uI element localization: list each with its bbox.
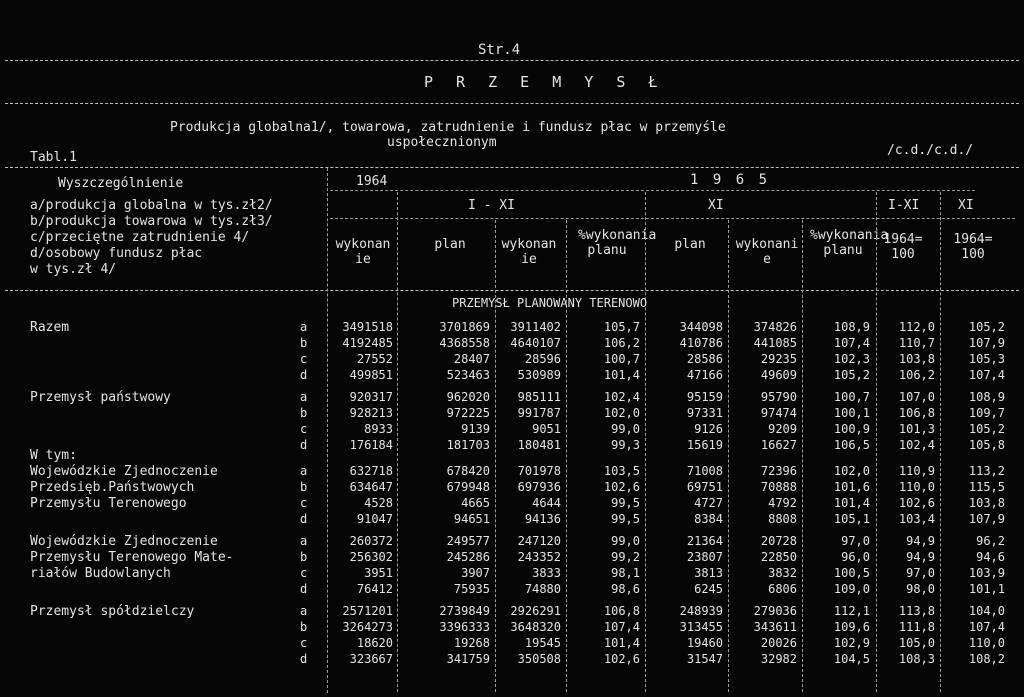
table-cell: 260372 xyxy=(349,534,393,548)
table-cell: 96,2 xyxy=(976,534,1005,548)
table-cell: 530989 xyxy=(517,368,561,382)
table-cell: 105,2 xyxy=(833,368,870,382)
table-cell: 110,9 xyxy=(898,464,935,478)
table-unit-note: /c.d./c.d./ xyxy=(887,143,974,158)
table-cell: 176184 xyxy=(349,438,393,452)
table-cell: 101,4 xyxy=(603,368,640,382)
table-cell: 3264273 xyxy=(342,620,393,634)
row-letter: c xyxy=(300,566,308,580)
table-cell: 991787 xyxy=(517,406,561,420)
col-pct-plan-xi: %wykonania planu xyxy=(810,228,889,258)
table-cell: 104,5 xyxy=(833,652,870,666)
row-letter: a xyxy=(300,534,308,548)
table-cell: 16627 xyxy=(760,438,797,452)
table-cell: 105,1 xyxy=(833,512,870,526)
header-rule xyxy=(5,60,1019,61)
legend-b: b/produkcja towarowa w tys.zł3/ xyxy=(30,214,273,229)
section-heading: PRZEMYSŁ PLANOWANY TERENOWO xyxy=(452,296,648,310)
table-cell: 3396333 xyxy=(439,620,490,634)
table-cell: 97331 xyxy=(686,406,723,420)
table-cell: 962020 xyxy=(446,390,490,404)
table-cell: 22850 xyxy=(760,550,797,564)
table-cell: 99,0 xyxy=(611,422,640,436)
table-top-rule xyxy=(5,167,1019,168)
table-cell: 99,5 xyxy=(611,512,640,526)
table-cell: 47166 xyxy=(686,368,723,382)
table-cell: 101,4 xyxy=(833,496,870,510)
table-cell: 107,9 xyxy=(968,336,1005,350)
table-cell: 96,0 xyxy=(841,550,870,564)
table-cell: 6245 xyxy=(694,582,723,596)
table-cell: 103,8 xyxy=(898,352,935,366)
table-cell: 27552 xyxy=(356,352,393,366)
table-cell: 4192485 xyxy=(342,336,393,350)
table-cell: 91047 xyxy=(356,512,393,526)
table-cell: 103,5 xyxy=(603,464,640,478)
row-group-label: Przemysł państwowy xyxy=(30,390,171,405)
table-cell: 4640107 xyxy=(510,336,561,350)
table-cell: 113,8 xyxy=(898,604,935,618)
table-cell: 108,2 xyxy=(968,652,1005,666)
table-cell: 70888 xyxy=(760,480,797,494)
table-cell: 103,8 xyxy=(968,496,1005,510)
row-group-label: riałów Budowlanych xyxy=(30,566,171,581)
table-cell: 102,6 xyxy=(603,652,640,666)
table-cell: 15619 xyxy=(686,438,723,452)
table-cell: 94,9 xyxy=(906,534,935,548)
table-cell: 98,6 xyxy=(611,582,640,596)
table-cell: 111,8 xyxy=(898,620,935,634)
table-cell: 100,1 xyxy=(833,406,870,420)
row-group-label: Przedsięb.Państwowych xyxy=(30,480,195,495)
table-cell: 108,9 xyxy=(968,390,1005,404)
table-cell: 107,4 xyxy=(603,620,640,634)
table-cell: 106,2 xyxy=(898,368,935,382)
col-index-1: 1964= 100 xyxy=(883,232,923,262)
col-wykonanie-1964: wykonanie xyxy=(335,237,391,267)
table-cell: 678420 xyxy=(446,464,490,478)
table-cell: 8933 xyxy=(364,422,393,436)
table-cell: 76412 xyxy=(356,582,393,596)
legend-c: c/przeciętne zatrudnienie 4/ xyxy=(30,230,250,245)
period-xi: XI xyxy=(708,198,724,213)
table-cell: 3833 xyxy=(532,566,561,580)
row-letter: b xyxy=(300,406,308,420)
row-group-label: Przemysłu Terenowego xyxy=(30,496,187,511)
table-cell: 343611 xyxy=(753,620,797,634)
table-cell: 99,3 xyxy=(611,438,640,452)
table-cell: 8808 xyxy=(768,512,797,526)
table-cell: 20728 xyxy=(760,534,797,548)
table-title-line2: uspołecznionym xyxy=(387,135,497,150)
table-cell: 101,4 xyxy=(603,636,640,650)
description-col-header: Wyszczególnienie xyxy=(58,176,184,191)
table-cell: 105,2 xyxy=(968,320,1005,334)
table-cell: 98,0 xyxy=(906,582,935,596)
table-cell: 95159 xyxy=(686,390,723,404)
table-cell: 94651 xyxy=(453,512,490,526)
table-cell: 2926291 xyxy=(510,604,561,618)
table-cell: 323667 xyxy=(349,652,393,666)
table-cell: 374826 xyxy=(753,320,797,334)
table-cell: 106,8 xyxy=(898,406,935,420)
table-cell: 28407 xyxy=(453,352,490,366)
col-separator xyxy=(397,192,398,692)
table-cell: 4644 xyxy=(532,496,561,510)
table-cell: 4792 xyxy=(768,496,797,510)
row-letter: b xyxy=(300,550,308,564)
table-cell: 3832 xyxy=(768,566,797,580)
header-bottom-rule xyxy=(5,290,1019,291)
row-letter: b xyxy=(300,336,308,350)
table-cell: 9126 xyxy=(694,422,723,436)
table-cell: 49609 xyxy=(760,368,797,382)
table-cell: 8384 xyxy=(694,512,723,526)
period-rule xyxy=(330,218,1015,219)
col-plan: plan xyxy=(434,237,466,252)
table-cell: 100,7 xyxy=(833,390,870,404)
row-letter: a xyxy=(300,390,308,404)
row-letter: b xyxy=(300,480,308,494)
table-cell: 103,9 xyxy=(968,566,1005,580)
row-letter: a xyxy=(300,604,308,618)
row-letter: d xyxy=(300,438,308,452)
table-cell: 4368558 xyxy=(439,336,490,350)
table-cell: 98,1 xyxy=(611,566,640,580)
table-cell: 20026 xyxy=(760,636,797,650)
table-cell: 105,7 xyxy=(603,320,640,334)
table-cell: 109,7 xyxy=(968,406,1005,420)
table-cell: 113,2 xyxy=(968,464,1005,478)
table-cell: 181703 xyxy=(446,438,490,452)
col-wykonanie-xi: wykonanie xyxy=(735,237,799,267)
table-cell: 3648320 xyxy=(510,620,561,634)
table-cell: 928213 xyxy=(349,406,393,420)
table-cell: 100,7 xyxy=(603,352,640,366)
table-cell: 105,2 xyxy=(968,422,1005,436)
table-cell: 341759 xyxy=(446,652,490,666)
table-cell: 110,0 xyxy=(968,636,1005,650)
table-cell: 95790 xyxy=(760,390,797,404)
legend-a: a/produkcja globalna w tys.zł2/ xyxy=(30,198,273,213)
table-cell: 344098 xyxy=(679,320,723,334)
table-cell: 31547 xyxy=(686,652,723,666)
table-cell: 21364 xyxy=(686,534,723,548)
table-cell: 72396 xyxy=(760,464,797,478)
table-cell: 920317 xyxy=(349,390,393,404)
col-pct-plan: %wykonania planu xyxy=(578,228,657,258)
table-cell: 97,0 xyxy=(841,534,870,548)
table-cell: 101,3 xyxy=(898,422,935,436)
table-cell: 245286 xyxy=(446,550,490,564)
table-cell: 102,4 xyxy=(898,438,935,452)
row-letter: d xyxy=(300,582,308,596)
table-cell: 9209 xyxy=(768,422,797,436)
section-title: P R Z E M Y S Ł xyxy=(424,73,665,91)
table-cell: 3491518 xyxy=(342,320,393,334)
table-cell: 3907 xyxy=(461,566,490,580)
table-cell: 2739849 xyxy=(439,604,490,618)
table-cell: 115,5 xyxy=(968,480,1005,494)
row-group-label: Przemysłu Terenowego Mate- xyxy=(30,550,234,565)
table-cell: 105,0 xyxy=(898,636,935,650)
col-separator xyxy=(802,220,803,692)
table-cell: 104,0 xyxy=(968,604,1005,618)
table-cell: 94136 xyxy=(524,512,561,526)
row-letter: d xyxy=(300,512,308,526)
table-cell: 102,6 xyxy=(603,480,640,494)
table-cell: 112,0 xyxy=(898,320,935,334)
table-cell: 109,0 xyxy=(833,582,870,596)
period-i-xi-index: I-XI xyxy=(888,198,920,213)
table-cell: 3813 xyxy=(694,566,723,580)
table-cell: 99,2 xyxy=(611,550,640,564)
table-cell: 634647 xyxy=(349,480,393,494)
table-cell: 107,4 xyxy=(968,620,1005,634)
table-cell: 99,0 xyxy=(611,534,640,548)
table-title-line1: Produkcja globalna1/, towarowa, zatrudnienie i fundusz płac w przemyśle xyxy=(170,120,726,135)
table-cell: 108,3 xyxy=(898,652,935,666)
table-cell: 4528 xyxy=(364,496,393,510)
table-cell: 256302 xyxy=(349,550,393,564)
legend-list xyxy=(30,198,273,278)
table-cell: 106,8 xyxy=(603,604,640,618)
table-cell: 101,6 xyxy=(833,480,870,494)
table-cell: 243352 xyxy=(517,550,561,564)
table-cell: 112,1 xyxy=(833,604,870,618)
col-wykonanie: wykonanie xyxy=(501,237,557,267)
table-cell: 410786 xyxy=(679,336,723,350)
table-cell: 75935 xyxy=(453,582,490,596)
table-cell: 101,1 xyxy=(968,582,1005,596)
table-cell: 107,4 xyxy=(833,336,870,350)
table-cell: 103,4 xyxy=(898,512,935,526)
row-letter: b xyxy=(300,620,308,634)
table-cell: 97474 xyxy=(760,406,797,420)
row-letter: c xyxy=(300,422,308,436)
row-letter: c xyxy=(300,352,308,366)
table-cell: 248939 xyxy=(679,604,723,618)
table-cell: 97,0 xyxy=(906,566,935,580)
table-cell: 105,3 xyxy=(968,352,1005,366)
table-cell: 3951 xyxy=(364,566,393,580)
col-plan-xi: plan xyxy=(674,237,706,252)
table-cell: 102,0 xyxy=(833,464,870,478)
period-i-xi: I - XI xyxy=(468,198,515,213)
row-letter: d xyxy=(300,652,308,666)
year-1965-header: 1 9 6 5 xyxy=(690,172,771,188)
row-group-label: Wojewódzkie Zjednoczenie xyxy=(30,464,218,479)
row-letter: a xyxy=(300,464,308,478)
header-rule xyxy=(5,103,1019,104)
row-letter: a xyxy=(300,320,308,334)
row-letter: d xyxy=(300,368,308,382)
row-group-label: Przemysł spółdzielczy xyxy=(30,604,195,619)
row-letter: c xyxy=(300,496,308,510)
table-cell: 28586 xyxy=(686,352,723,366)
table-cell: 106,2 xyxy=(603,336,640,350)
table-cell: 74880 xyxy=(524,582,561,596)
table-cell: 102,3 xyxy=(833,352,870,366)
table-cell: 102,4 xyxy=(603,390,640,404)
table-cell: 701978 xyxy=(517,464,561,478)
col-index-2: 1964= 100 xyxy=(953,232,993,262)
row-group-label: Wojewódzkie Zjednoczenie xyxy=(30,534,218,549)
table-cell: 107,4 xyxy=(968,368,1005,382)
table-cell: 100,9 xyxy=(833,422,870,436)
page-number: Str.4 xyxy=(478,42,521,58)
table-cell: 69751 xyxy=(686,480,723,494)
table-cell: 107,0 xyxy=(898,390,935,404)
table-cell: 102,6 xyxy=(898,496,935,510)
table-cell: 29235 xyxy=(760,352,797,366)
table-cell: 110,7 xyxy=(898,336,935,350)
table-cell: 100,5 xyxy=(833,566,870,580)
table-cell: 105,8 xyxy=(968,438,1005,452)
table-cell: 313455 xyxy=(679,620,723,634)
year-1964-header: 1964 xyxy=(356,174,388,189)
table-cell: 6806 xyxy=(768,582,797,596)
table-cell: 3911402 xyxy=(510,320,561,334)
table-cell: 632718 xyxy=(349,464,393,478)
table-number: Tabl.1 xyxy=(30,150,77,165)
table-cell: 109,6 xyxy=(833,620,870,634)
table-cell: 110,0 xyxy=(898,480,935,494)
row-letter: c xyxy=(300,636,308,650)
table-cell: 107,9 xyxy=(968,512,1005,526)
table-cell: 247120 xyxy=(517,534,561,548)
table-cell: 102,0 xyxy=(603,406,640,420)
table-cell: 441085 xyxy=(753,336,797,350)
table-cell: 32982 xyxy=(760,652,797,666)
table-cell: 180481 xyxy=(517,438,561,452)
table-cell: 350508 xyxy=(517,652,561,666)
table-cell: 9051 xyxy=(532,422,561,436)
table-cell: 106,5 xyxy=(833,438,870,452)
row-group-label: Razem xyxy=(30,320,70,335)
table-cell: 972225 xyxy=(446,406,490,420)
table-cell: 71008 xyxy=(686,464,723,478)
table-cell: 18620 xyxy=(356,636,393,650)
table-cell: 9139 xyxy=(461,422,490,436)
table-cell: 99,5 xyxy=(611,496,640,510)
legend-d-cont: w tys.zł 4/ xyxy=(30,262,117,277)
table-cell: 249577 xyxy=(446,534,490,548)
table-cell: 279036 xyxy=(753,604,797,618)
table-cell: 108,9 xyxy=(833,320,870,334)
table-cell: 523463 xyxy=(446,368,490,382)
year-rule xyxy=(330,190,975,191)
table-cell: 3701869 xyxy=(439,320,490,334)
table-cell: 19545 xyxy=(524,636,561,650)
table-cell: 985111 xyxy=(517,390,561,404)
table-cell: 499851 xyxy=(349,368,393,382)
table-cell: 23807 xyxy=(686,550,723,564)
table-cell: 2571201 xyxy=(342,604,393,618)
table-cell: 94,9 xyxy=(906,550,935,564)
table-cell: 4727 xyxy=(694,496,723,510)
table-cell: 102,9 xyxy=(833,636,870,650)
table-cell: 679948 xyxy=(446,480,490,494)
table-cell: 19460 xyxy=(686,636,723,650)
legend-d: d/osobowy fundusz płac xyxy=(30,246,203,261)
table-cell: 94,6 xyxy=(976,550,1005,564)
period-xi-index: XI xyxy=(958,198,974,213)
table-cell: 697936 xyxy=(517,480,561,494)
row-group-label: W tym: xyxy=(30,448,77,463)
table-cell: 28596 xyxy=(524,352,561,366)
table-cell: 4665 xyxy=(461,496,490,510)
table-cell: 19268 xyxy=(453,636,490,650)
